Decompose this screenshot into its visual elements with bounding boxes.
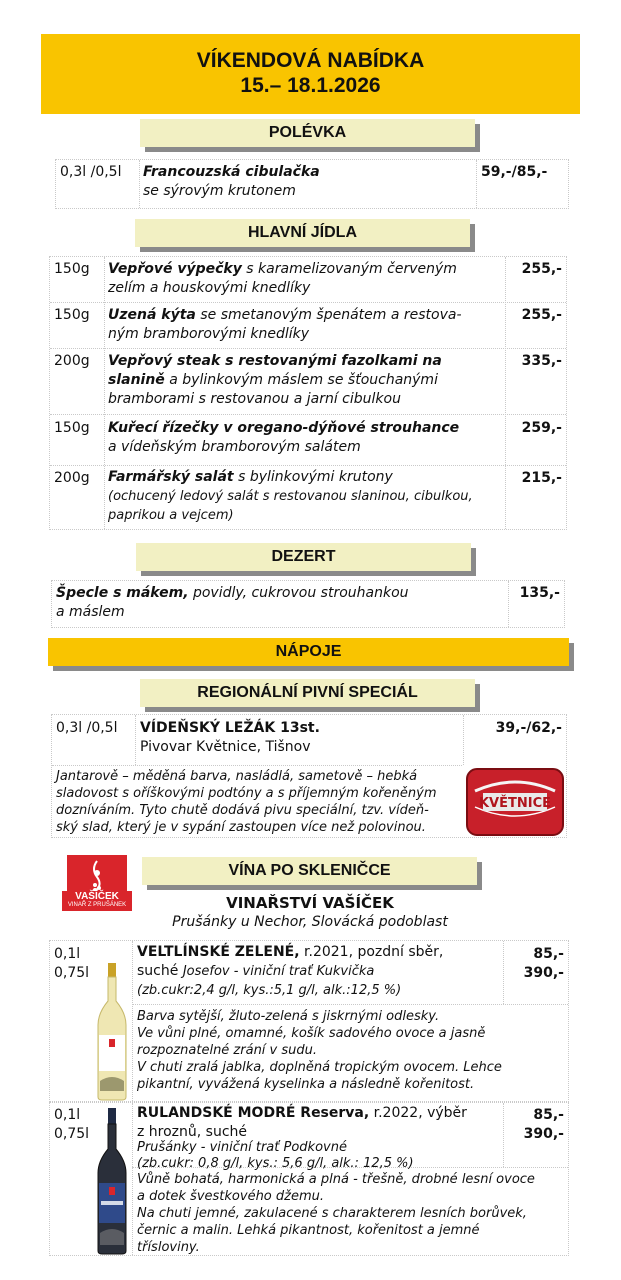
main-item: Uzená kýta se smetanovým špenátem a restova- ným bramborovými knedlíky [108,307,462,342]
offer-dates: 15.– 18.1.2026 [240,74,381,97]
main-qty: 150g [54,420,90,436]
section-soup: POLÉVKA [140,119,475,147]
main-qty: 200g [54,470,90,486]
wine-price-glass: 85,- [533,1107,564,1123]
offer-header [41,34,580,114]
mains-table [49,256,567,530]
winery-name: VINAŘSTVÍ VAŠÍČEK [226,894,394,912]
main-item: Vepřové výpečky s karamelizovaným červeným zelím a houskovými knedlíky [108,261,457,296]
section-dessert: DEZERT [136,543,471,571]
wine-row: 0,1l 0,75l RULANDSKÉ MODRÉ Reserva, r.2022, výběr z hroznů, suché Prušánky - viniční trať Podkovné (zb.cukr: 0,8 g/l, kys.: 5,6 g/l, alk.: 12,5 %) 85,- 390,- Vůně bohatá, harmonická a plná - třešně, drobné lesní ovoce a dotek švestkového džemu. Na chuti jemné, zakulacené s charakterem lesních borůvek, černic a malin. Lehká pikantnost, kořenitost a jemné třísloviny. [49,1102,569,1256]
main-qty: 200g [54,353,90,369]
main-price: 335,- [521,353,562,369]
beer-label-image [463,767,567,837]
main-price: 255,- [521,307,562,323]
beer-name: VÍDEŇSKÝ LEŽÁK 13st. [140,720,320,736]
wine-price-glass: 85,- [533,946,564,962]
wine-row: 0,1l 0,75l VELTLÍNSKÉ ZELENÉ, r.2021, pozdní sběr, suché Josefov - viniční trať Kukvička (zb.cukr:2,4 g/l, kys.:5,1 g/l, alk.:12,5 %) 85,- 390,- Barva sytější, žluto-zelená s jiskrnými odlesky. Ve vůni plné, omamné, košík sadového ovoce a jasně rozpoznatelné zrání v sudu. V chuti zralá jablka, doplněná tropickým ovocem. Lehce pikantní, vyvážená kyselinka a následně kořenitost. [49,940,569,1102]
main-qty: 150g [54,261,90,277]
winery-region: Prušánky u Nechor, Slovácká podoblast [172,914,448,930]
main-item: Vepřový steak s restovanými fazolkami na slanině a bylinkovým máslem se šťouchanými bramborami s restovanou a jarní cibulkou [108,353,442,407]
svg-text:KVĚTNICE: KVĚTNICE [478,796,552,811]
offer-title: VÍKENDOVÁ NABÍDKA [196,49,425,72]
wine-qty-glass: 0,1l [54,946,81,962]
main-price: 215,- [521,470,562,486]
soup-row [55,159,569,209]
soup-qty: 0,3l /0,5l [60,164,122,180]
section-beer: REGIONÁLNÍ PIVNÍ SPECIÁL [140,679,475,707]
main-item: Farmářský salát s bylinkovými krutony (ochucený ledový salát s restovanou slaninou, cibulkou, paprikou a vejcem) [108,469,473,523]
wine-qty-bottle: 0,75l [54,1126,90,1142]
soup-desc: se sýrovým krutonem [143,183,296,199]
wine-price-bottle: 390,- [523,1126,564,1142]
section-drinks: NÁPOJE [48,638,569,666]
main-item: Kuřecí řízečky v oregano-dýňové strouhance a vídeňským bramborovým salátem [108,420,460,455]
beer-description: Jantarově – měděná barva, nasládlá, sametově – hebká sladovost s oříškovými podtóny a s příjemným kořeněným dozníváním. Tyto chutě dodává pivu speciální, tzv. vídeň- ský slad, který je v sypání zastoupen více než polovinou. [56,769,437,835]
wine-bottle-image [94,961,130,1101]
winery-logo-sub: VINAŘ Z PRUŠÁNEK [62,902,132,911]
dessert-name: Špecle s mákem, [56,585,189,601]
beer-price: 39,-/62,- [495,720,562,736]
main-qty: 150g [54,307,90,323]
section-mains: HLAVNÍ JÍDLA [135,219,470,247]
beer-box [51,714,567,838]
wine-bottle-image [94,1107,130,1255]
wine-price-bottle: 390,- [523,965,564,981]
main-price: 259,- [521,420,562,436]
wine-name: RULANDSKÉ MODRÉ Reserva, [137,1105,370,1121]
wine-qty-bottle: 0,75l [54,965,90,981]
wine-description: Vůně bohatá, harmonická a plná - třešně, drobné lesní ovoce a dotek švestkového džemu. Na chuti jemné, zakulacené s charakterem lesních borůvek, černic a malin. Lehká pikantnost, kořenitost a jemné třísloviny. [137,1172,535,1255]
soup-price: 59,-/85,- [481,164,548,180]
winery-logo-name: VAŠÍČEK [62,891,132,902]
wine-name: VELTLÍNSKÉ ZELENÉ, [137,944,300,960]
section-wine: VÍNA PO SKLENIČCE [142,857,477,885]
main-price: 255,- [521,261,562,277]
wine-qty-glass: 0,1l [54,1107,81,1123]
dessert-price: 135,- [519,585,560,601]
beer-qty: 0,3l /0,5l [56,720,118,736]
wine-description: Barva sytější, žluto-zelená s jiskrnými odlesky. Ve vůni plné, omamné, košík sadového ovoce a jasně rozpoznatelné zrání v sudu. V chuti zralá jablka, doplněná tropickým ovocem. Lehce pikantní, vyvážená kyselinka a následně kořenitost. [137,1009,502,1092]
soup-name: Francouzská cibulačka [143,164,320,180]
beer-brewery: Pivovar Květnice, Tišnov [140,739,311,755]
dessert-row: Špecle s mákem, povidly, cukrovou strouhankou a máslem 135,- [51,580,565,628]
